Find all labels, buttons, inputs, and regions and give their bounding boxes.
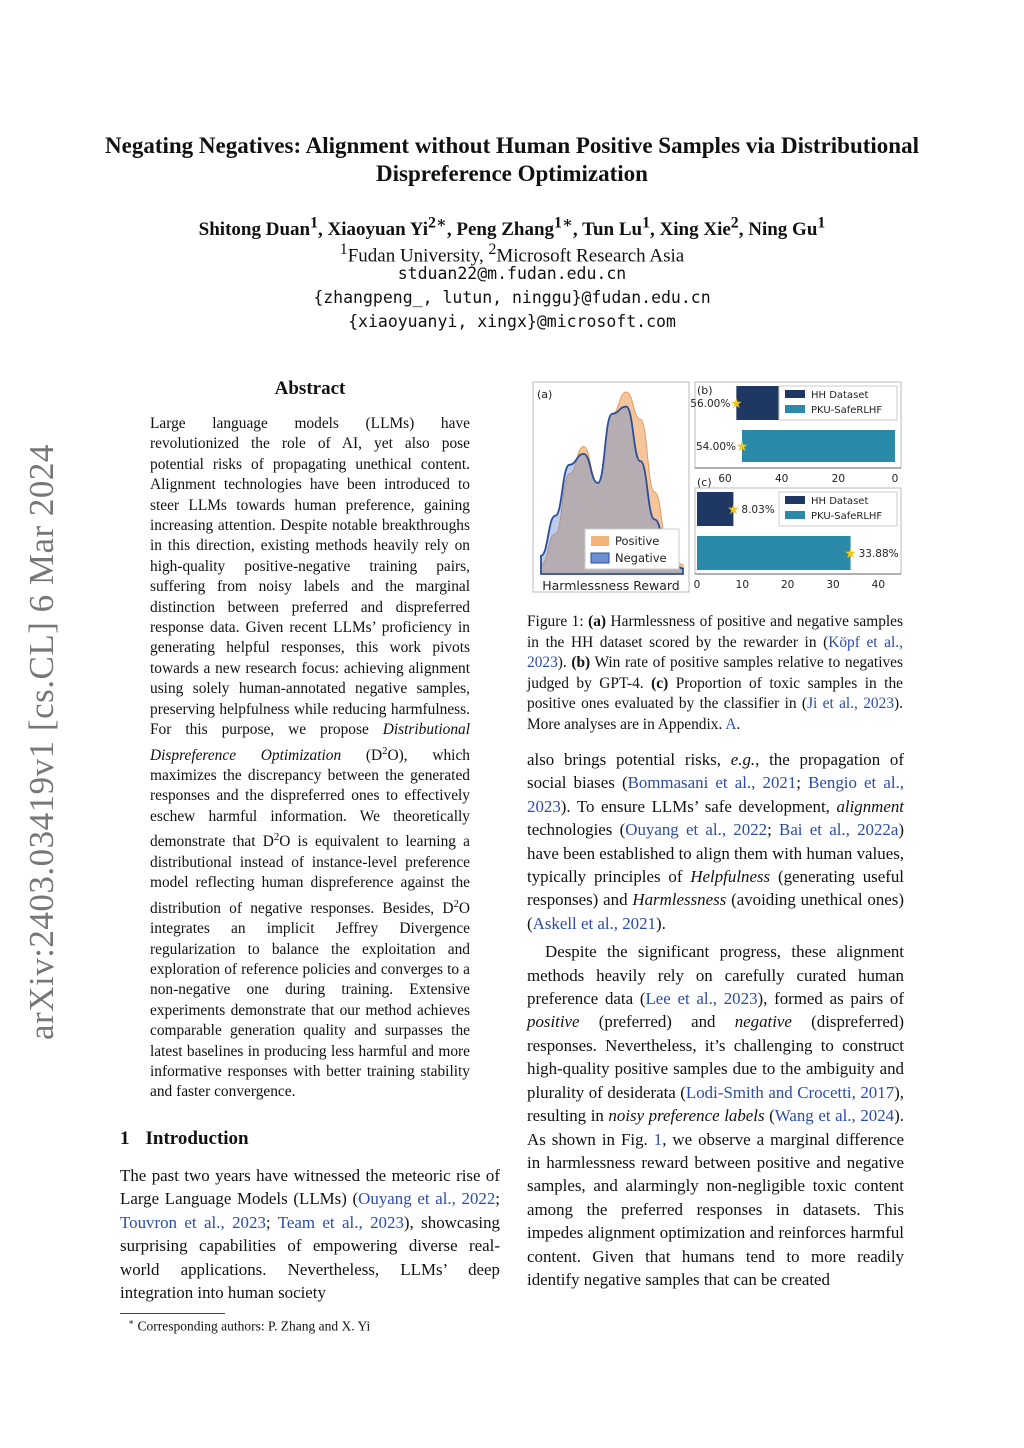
legend-hh-swatch (785, 496, 805, 504)
legend-pku-swatch (785, 405, 805, 413)
text-run: (b) (571, 654, 591, 672)
text-run: Harmlessness (632, 890, 727, 910)
text-run: 2 (273, 831, 280, 844)
tick-label: 10 (735, 579, 750, 591)
text-run: alignment (836, 796, 904, 816)
panel-a-xlabel: Harmlessness Reward (542, 578, 680, 593)
tick-label: 60 (718, 473, 732, 485)
email-line: {xiaoyuanyi, xingx}@microsoft.com (348, 312, 676, 331)
star-icon: ★ (844, 546, 857, 562)
legend-hh-label: HH Dataset (811, 496, 869, 507)
legend-hh-label: HH Dataset (811, 390, 869, 401)
text-run: e.g. (730, 750, 756, 769)
citation-link[interactable]: Ji et al., 2023 (807, 695, 895, 713)
bar-value-label: 33.88% (858, 548, 899, 560)
intro-paragraph: Despite the significant progress, these alignment methods heavily rely on carefully curated human preference data (Lee et al., 2023), formed as pairs of positive (preferred) and negative (dispreferred) responses. Nevertheless, it’s challenging to construct high-quality positive samples due to the ambiguity and plurality of desiderata (Lodi-Smith and Crocetti, 2017), resulting in noisy preference labels (Wang et al., 2024). As shown in Fig. 1, we observe a marginal difference in harmlessness reward between positive and negative samples, and alarmingly non-negligible toxic content among the preferred responses in datasets. This impedes alignment optimization and reinforces harmful content. Given that humans tend to more readily identify negative samples that can be created (527, 942, 904, 1289)
panel-b-axis (695, 468, 901, 485)
panel-b (690, 382, 901, 485)
email-line: stduan22@m.fudan.edu.cn (397, 264, 627, 283)
intro-paragraph: also brings potential risks, e.g., the propagation of social biases (Bommasani et al., 2021; Bengio et al., 2023). To ensure LLMs’ safe development, alignment technologies (Ouyang et al., 2022; Bai et al., 2022a) have been established to align them with human values, typically principles of Helpfulness (generating useful responses) and Harmlessness (avoiding unethical ones) (Askell et al., 2021). (527, 750, 904, 933)
tick-label: 20 (831, 473, 846, 485)
text-run: 2 (453, 897, 459, 910)
author-list: Shitong Duan$^1$, Xiaoyuan $Yi^{2∗}$, Peng Zhang$^{1∗}$, Tun Lu$^1$, Xing Xie$^2$, Ning Gu$^1$ (198, 215, 826, 241)
author: Shitong Duan$^1$ (198, 215, 319, 241)
legend-negative-swatch (591, 553, 609, 563)
bar-pku-saferlhf (697, 536, 851, 570)
panel-c-legend (779, 492, 897, 526)
footnote-rule (120, 1313, 225, 1314)
panel-a (533, 382, 689, 593)
panel-b-legend (779, 386, 897, 420)
citation-link[interactable]: Lee et al., 2023 (645, 989, 758, 1009)
tick-label: 0 (891, 473, 899, 485)
bar-value-label: 56.00% (690, 398, 731, 410)
panel-c (694, 476, 901, 591)
text-run: Helpfulness (690, 867, 771, 887)
legend-pku-label: PKU-SafeRLHF (811, 405, 883, 416)
text-run: 2 (382, 744, 388, 757)
arxiv-id-text: arXiv:2403.03419v1 [cs.CL] 6 Mar 2024 (22, 444, 61, 1040)
text-run: noisy preference labels (608, 1106, 765, 1126)
legend-hh-swatch (785, 390, 805, 398)
affiliations: $^1$Fudan University, $^2$Microsoft Research Asia (339, 241, 685, 267)
citation-link[interactable]: Lodi-Smith and Crocetti, 2017 (685, 1082, 895, 1102)
citation-link[interactable]: Ouyang et al., 2022 (358, 1189, 496, 1209)
citation-link[interactable]: Köpf et al., 2023 (527, 633, 903, 672)
bar-value-label: 8.03% (741, 504, 775, 516)
figure-1 (527, 378, 907, 598)
section-heading: 1 Introduction (120, 1128, 249, 1149)
citation-link[interactable]: Touvron et al., 2023 (120, 1212, 266, 1232)
author: Peng Zhang$^{1∗}$ (456, 215, 573, 241)
tick-label: 20 (780, 579, 795, 591)
citation-link[interactable]: Wang et al., 2024 (774, 1106, 895, 1126)
star-icon: ★ (727, 502, 740, 518)
panel-c-label: (c) (697, 476, 712, 489)
intro-paragraph-left: The past two years have witnessed the meteoric rise of Large Language Models (LLMs) (Ouyang et al., 2022; Touvron et al., 2023; Team et al., 2023), showcasing surprising capabilities of empowering diverse real-world applications. Nevertheless, LLMs’ deep integration into human society (120, 1166, 500, 1303)
citation-link[interactable]: A (725, 715, 737, 733)
citation-link[interactable]: Bai et al., 2022a (779, 820, 899, 840)
bar-value-label: 54.00% (695, 441, 736, 453)
citation-link[interactable]: Team et al., 2023 (277, 1212, 404, 1232)
email-line: {zhangpeng_, lutun, ninggu}@fudan.edu.cn (313, 288, 711, 307)
star-icon: ★ (735, 439, 749, 455)
author: Xiaoyuan $Yi^{2∗}$ (327, 215, 447, 241)
panel-b-label: (b) (697, 384, 713, 397)
tick-label: 40 (774, 473, 789, 485)
text-run: (c) (651, 674, 669, 692)
tick-label: 40 (871, 579, 886, 591)
tick-label: 30 (826, 579, 840, 591)
legend-pku-swatch (785, 511, 805, 519)
tick-label: 0 (693, 579, 701, 591)
author: Xing Xie$^2$ (659, 215, 739, 241)
panel-a-legend (585, 529, 679, 569)
paper-title: Negating Negatives: Alignment without Human Positive Samples via Distributional Dispreference Optimization (105, 133, 919, 186)
text-run: Distributional Dispreference Optimization (150, 721, 470, 764)
legend-positive-label: Positive (615, 534, 660, 548)
intro-right-column (527, 748, 904, 1291)
text-run: (a) (588, 613, 607, 630)
legend-pku-label: PKU-SafeRLHF (811, 511, 883, 522)
bar-pku-saferlhf (742, 430, 895, 462)
text-run: positive (527, 1012, 580, 1032)
star-icon: ★ (730, 396, 743, 412)
abstract-text: Large language models (LLMs) have revolutionized the role of AI, yet also pose potential risks of propagating unethical content. Alignment technologies have been introduced to steer LLMs towards human preference, gaining increasing attention. Despite notable breakthroughs in this direction, existing methods heavily rely on high-quality positive-negative training pairs, suffering from noisy labels and the marginal distinction between preferred and dispreferred response data. Given recent LLMs’ proficiency in generating helpful responses, this work pivots towards a new research focus: achieving alignment using solely human-annotated negative samples, preserving helpfulness while reducing harmfulness. For this purpose, we propose Distributional Dispreference Optimization $(D^2O)$, which maximizes the discrepancy between the generated responses and the dispreferred ones to effectively eschew harmful information. We theoretically demonstrate that $D^2O$ is equivalent to learning a distributional instead of instance-level preference model reflecting human dispreference against the distribution of negative responses. Besides, $D^2O$ integrates an implicit Jeffrey Divergence regularization to balance the exploitation and exploration of reference policies and converges to a non-negative one during training. Extensive experiments demonstrate that our method achieves comparable generation quality and surpasses the latest baselines in producing less harmful and more informative responses with better training stability and faster convergence. (150, 415, 471, 1101)
figure-caption: Figure 1: (a) Harmlessness of positive and negative samples in the HH dataset scored by the rewarder in (Köpf et al., 2023). (b) Win rate of positive samples relative to negatives judged by GPT-4. (c) Proportion of toxic samples in the positive ones evaluated by the classifier in (Ji et al., 2023). More analyses are in Appendix. A. (527, 613, 903, 733)
author: Tun Lu$^1$ (582, 215, 651, 241)
legend-negative-label: Negative (615, 551, 667, 565)
citation-link[interactable]: Bommasani et al., 2021 (627, 773, 797, 793)
citation-link[interactable]: Ouyang et al., 2022 (625, 820, 768, 840)
abstract-heading: Abstract (274, 378, 346, 399)
legend-positive-swatch (591, 536, 609, 546)
footnote: ∗ Corresponding authors: P. Zhang and X. Yi (128, 1317, 371, 1334)
text-run: negative (734, 1012, 792, 1032)
author: Ning Gu$^1$ (748, 215, 826, 241)
citation-link[interactable]: 1 (653, 1129, 663, 1149)
citation-link[interactable]: Bengio et al., 2023 (527, 773, 904, 816)
panel-a-label: (a) (537, 388, 553, 401)
citation-link[interactable]: Askell et al., 2021 (532, 913, 656, 933)
panel-c-axis (694, 574, 901, 591)
